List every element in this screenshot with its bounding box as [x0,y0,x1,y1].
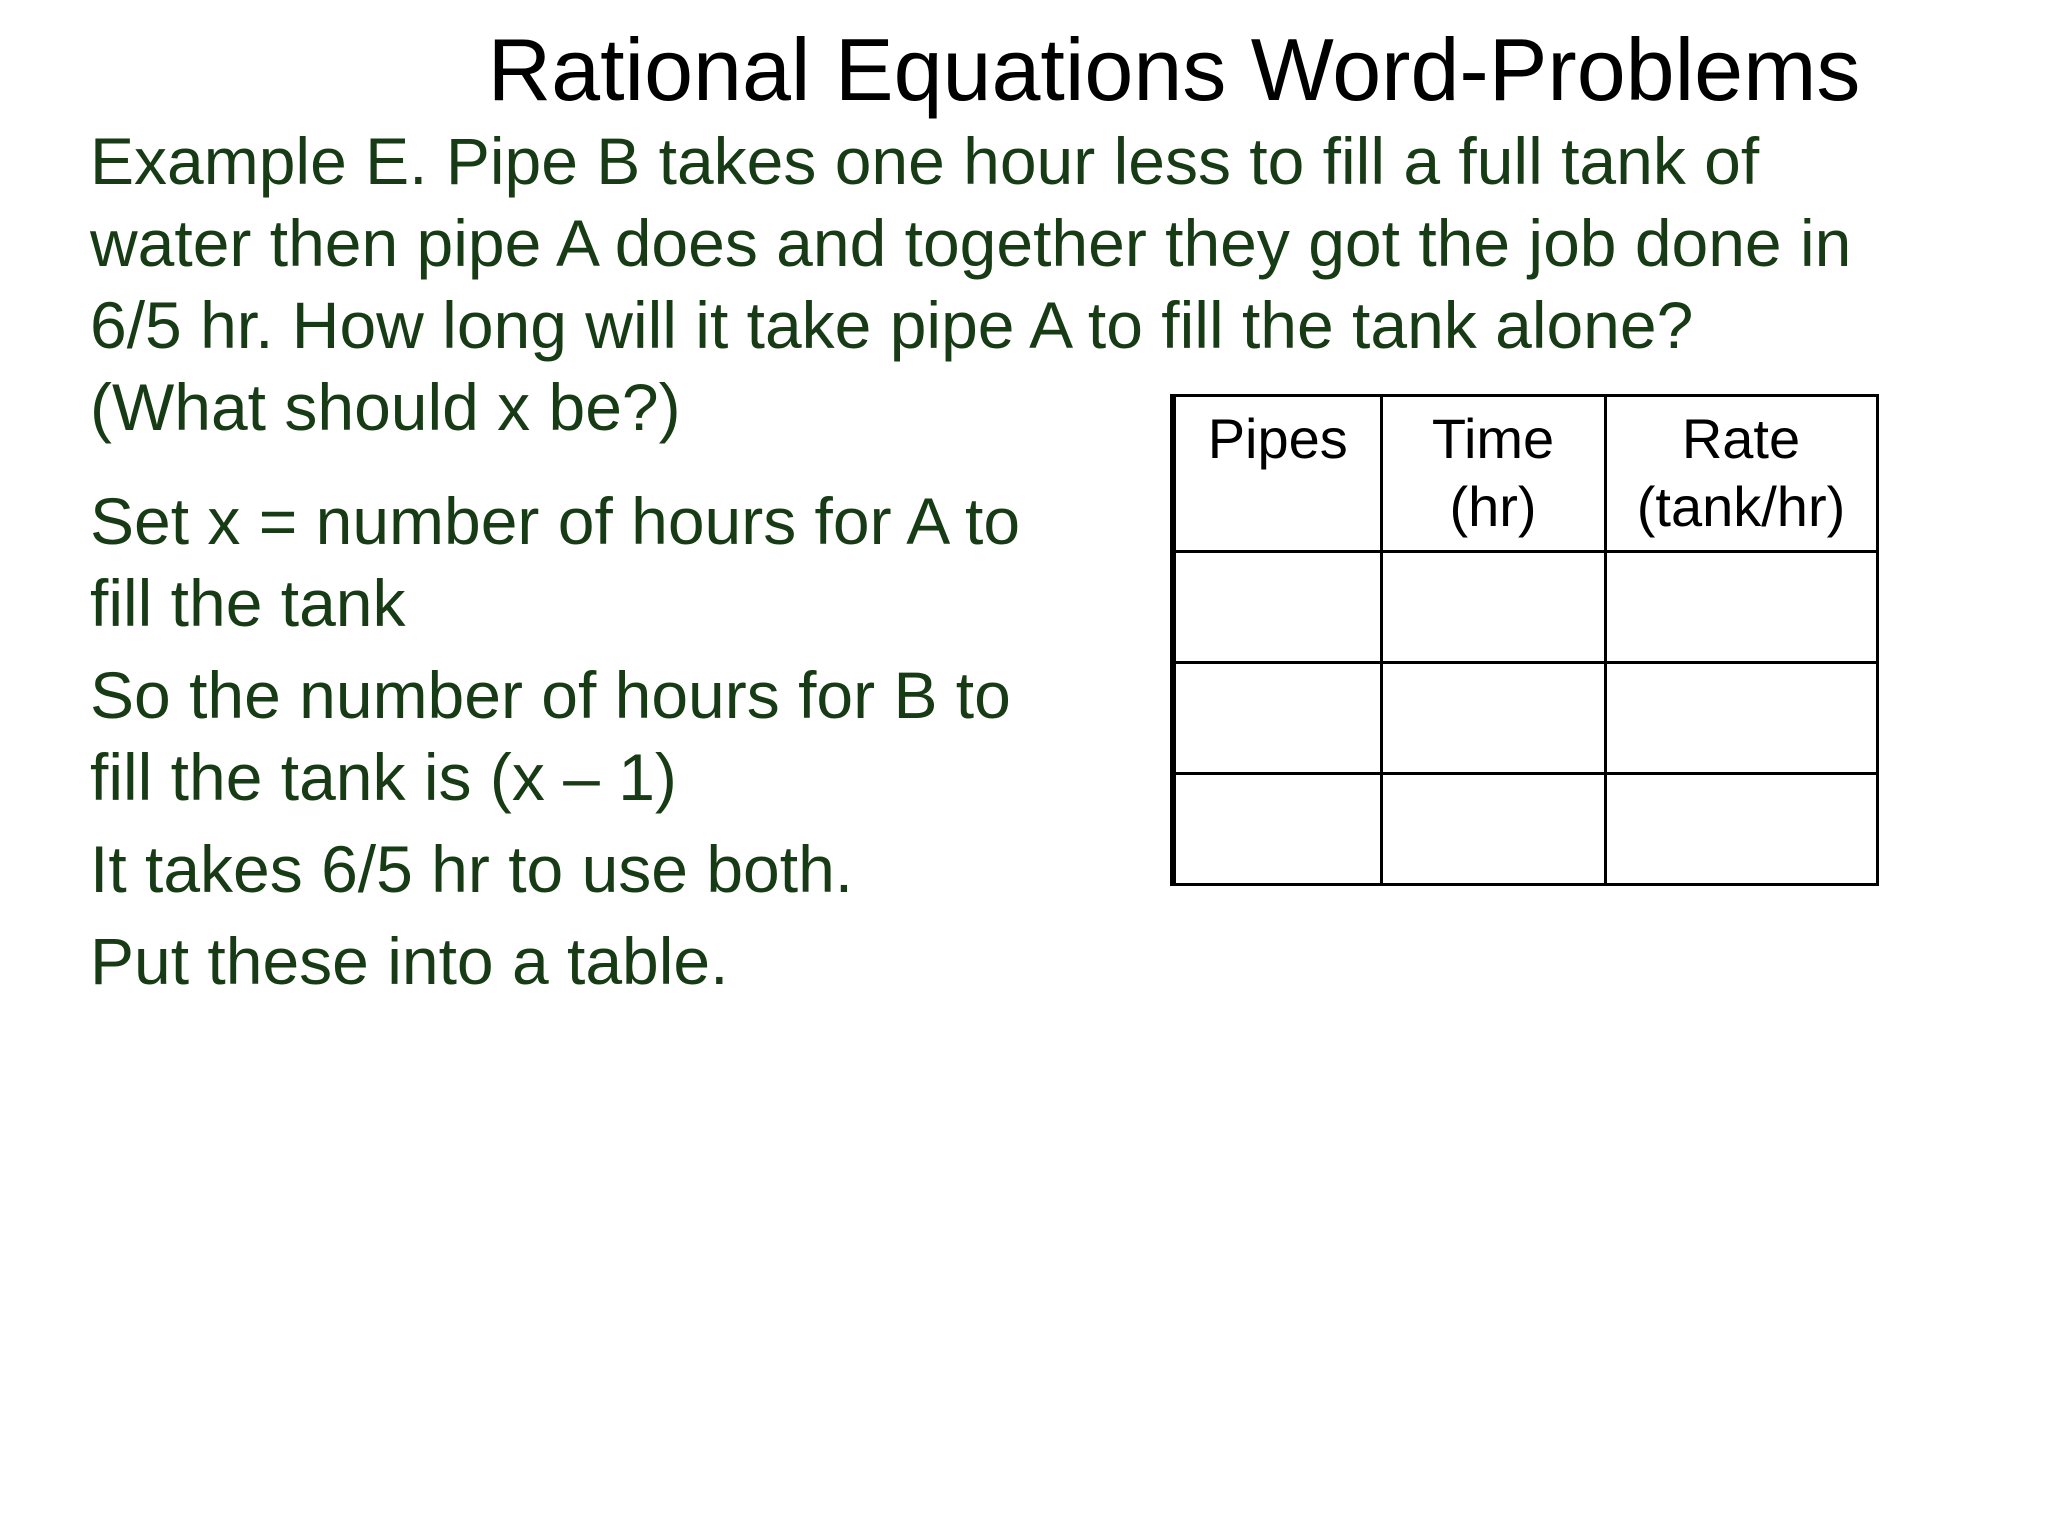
table-row [1173,552,1877,663]
step-b-hours-line1: So the number of hours for B to [90,658,1011,732]
problem-line: (What should x be?) [90,370,681,444]
table-cell [1173,774,1381,885]
table-row [1173,774,1877,885]
table-header-row [1173,396,1877,552]
header-pipes [1173,396,1381,552]
problem-line: Example E. Pipe B takes one hour less to fill a full tank of [90,124,1760,198]
step-set-x-line1: Set x = number of hours for A to [90,484,1021,558]
step-both: It takes 6/5 hr to use both. [90,832,854,906]
pipes-table-container [1170,394,1879,886]
problem-line: 6/5 hr. How long will it take pipe A to fill the tank alone? [90,288,1694,362]
problem-line: water then pipe A does and together they got the job done in [90,206,1852,280]
header-rate [1605,396,1877,552]
header-rate-label: Rate [1681,407,1801,470]
table-cell [1381,774,1605,885]
slide-title: Rational Equations Word-Problems [487,20,1861,119]
table-cell [1173,663,1381,774]
pipes-table [1170,394,1879,886]
step-b-hours-line2: fill the tank is (x – 1) [90,740,677,814]
step-put-table: Put these into a table. [90,924,729,998]
table-cell [1605,552,1877,663]
table-cell [1381,663,1605,774]
header-time-label: Time [1431,407,1555,470]
table-cell [1381,552,1605,663]
table-cell [1605,663,1877,774]
header-pipes-label: Pipes [1207,407,1348,470]
header-time [1381,396,1605,552]
header-rate-unit: (tank/hr) [1636,475,1846,538]
table-cell [1605,774,1877,885]
solution-steps [90,480,1140,1002]
header-time-unit: (hr) [1449,475,1537,538]
table-row [1173,663,1877,774]
step-set-x-line2: fill the tank [90,566,406,640]
table-cell [1173,552,1381,663]
